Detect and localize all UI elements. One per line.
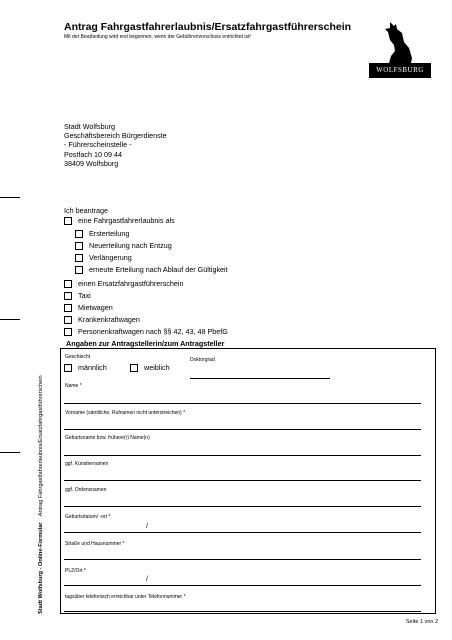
option-ersatzfahrgastfuehrerschein[interactable]: einen Ersatzfahrgastführerschein <box>64 279 183 288</box>
checkbox[interactable] <box>75 230 83 238</box>
vertical-form-name: Antrag Fahrgastfahrerlaubnis/Ersatzfahrgastführerschein <box>38 375 44 517</box>
birth-name-label: Geburtsname bzw. frühere(r) Name(n) <box>65 435 150 441</box>
birth-separator: / <box>146 523 148 530</box>
gender-female-option[interactable]: weiblich <box>130 363 170 372</box>
vertical-org-label: Stadt Wolfsburg - Online-Formular <box>38 522 44 614</box>
checkbox[interactable] <box>64 292 72 300</box>
fold-mark <box>0 319 20 320</box>
option-fahrgastfahrerlaubnis[interactable]: eine Fahrgastfahrerlaubnis als <box>64 216 175 225</box>
birth-name-field[interactable] <box>64 455 421 456</box>
artist-name-field[interactable] <box>64 480 421 481</box>
phone-label: tagsüber telefonisch erreichbar unter Telefonnummer * <box>65 594 186 600</box>
first-names-label: Vorname (sämtliche, Rufnamen nicht unterstreichen) * <box>65 410 186 416</box>
applicant-legend: Angaben zur Antragstellerin/zum Antragsteller <box>66 339 225 348</box>
checkbox[interactable] <box>64 316 72 324</box>
zip-city-field[interactable] <box>64 585 421 586</box>
wolfsburg-logo <box>369 18 431 78</box>
doctor-label: Doktorgrad <box>190 357 215 363</box>
address-line: 38409 Wolfsburg <box>64 158 119 168</box>
checkbox[interactable] <box>75 254 83 262</box>
phone-field[interactable] <box>64 611 421 612</box>
option-taxi[interactable]: Taxi <box>64 291 91 300</box>
artist-name-label: ggf. Künstlernamen <box>65 461 109 467</box>
option-verlaengerung[interactable]: Verlängerung <box>75 253 132 262</box>
religious-name-field[interactable] <box>64 506 421 507</box>
gender-label: Geschlecht <box>65 354 91 360</box>
request-label: Ich beantrage <box>64 206 108 215</box>
address-block <box>64 122 167 168</box>
option-personenkraftwagen[interactable]: Personenkraftwagen nach §§ 42, 43, 48 PbefG <box>64 327 228 336</box>
street-label: Straße und Hausnummer * <box>65 541 125 547</box>
name-field[interactable] <box>64 403 421 404</box>
religious-name-label: ggf. Ordensnamen <box>65 487 107 493</box>
vertical-form-label <box>38 375 44 614</box>
form-subtitle: Mit der Bearbeitung wird erst begonnen, wenn der Gebührenvorschuss entrichtet ist! <box>64 34 251 40</box>
birth-date-place-label: Geburtsdatum/ -ort * <box>65 514 111 520</box>
option-krankenkraftwagen[interactable]: Krankenkraftwagen <box>64 315 140 324</box>
option-erneute-erteilung[interactable]: erneute Erteilung nach Ablauf der Gültigkeit <box>75 265 228 274</box>
checkbox[interactable] <box>64 328 72 336</box>
doctor-field[interactable] <box>190 378 330 379</box>
address-line: Postfach 10 09 44 <box>64 149 122 159</box>
fold-mark <box>0 452 20 453</box>
birth-date-place-field[interactable] <box>64 532 421 533</box>
logo-text: WOLFSBURG <box>376 66 424 74</box>
address-line: - Führerscheinstelle - <box>64 140 132 150</box>
first-names-field[interactable] <box>64 429 421 430</box>
checkbox[interactable] <box>64 217 72 225</box>
zip-separator: / <box>146 576 148 583</box>
page-number: Seite 1 von 2 <box>405 619 438 625</box>
checkbox[interactable] <box>64 364 72 372</box>
option-mietwagen[interactable]: Mietwagen <box>64 303 113 312</box>
form-title: Antrag Fahrgastfahrerlaubnis/Ersatzfahrgastführerschein <box>64 21 352 33</box>
checkbox[interactable] <box>64 280 72 288</box>
address-line: Geschäftsbereich Bürgerdienste <box>64 131 167 141</box>
checkbox[interactable] <box>64 304 72 312</box>
checkbox[interactable] <box>130 364 138 372</box>
gender-male-option[interactable]: männlich <box>64 363 107 372</box>
option-ersterteilung[interactable]: Ersterteilung <box>75 229 129 238</box>
name-label: Name * <box>65 383 82 389</box>
address-line: Stadt Wolfsburg <box>64 122 116 131</box>
applicant-fieldset <box>60 348 436 614</box>
street-field[interactable] <box>64 559 421 560</box>
checkbox[interactable] <box>75 266 83 274</box>
option-neuerteilung[interactable]: Neuerteilung nach Entzug <box>75 241 172 250</box>
checkbox[interactable] <box>75 242 83 250</box>
zip-city-label: PLZ/Ort * <box>65 568 86 574</box>
fold-mark <box>0 197 20 198</box>
